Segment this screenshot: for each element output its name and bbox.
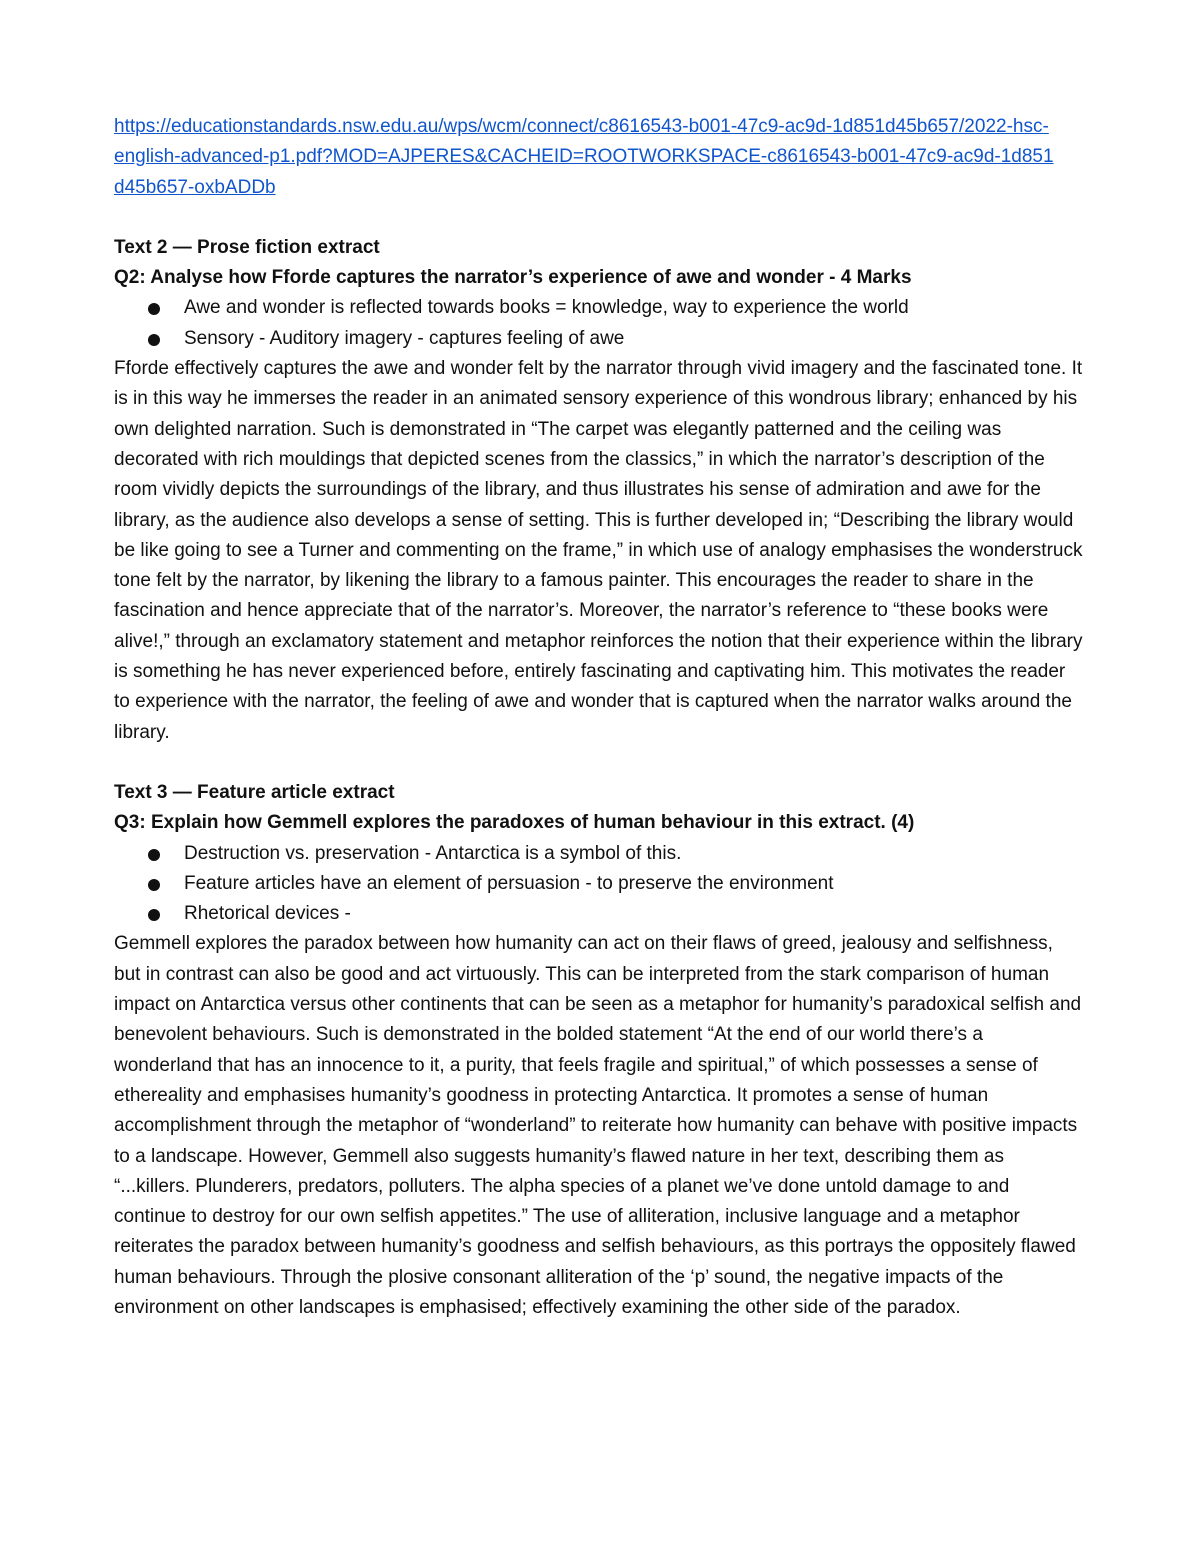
bullet-icon [148,334,160,346]
bullet-icon [148,909,160,921]
spacer [114,748,1084,778]
section-text-3 [114,778,1084,1323]
bullet-icon [148,879,160,891]
bullet-icon [148,849,160,861]
source-link[interactable]: https://educationstandards.nsw.edu.au/wps/wcm/connect/c8616543-b001-47c9-ac9d-1d851d45b657/2022-hsc-english-advanced-p1.pdf?MOD=AJPERES&CACHEID=ROOTWORKSPACE-c8616543-b001-47c9-ac9d-1d851d45b657-oxbADDb [114,116,1054,198]
list-item [114,899,1084,929]
section-text-2 [114,233,1084,748]
section-title: Text 2 — Prose fiction extract [114,236,380,258]
list-item [114,839,1084,869]
question-heading: Q2: Analyse how Fforde captures the narrator’s experience of awe and wonder - 4 Marks [114,267,912,289]
bullet-text: Sensory - Auditory imagery - captures feeling of awe [184,327,625,349]
spacer [114,203,1084,233]
list-item [114,293,1084,323]
list-item [114,324,1084,354]
section-title: Text 3 — Feature article extract [114,781,395,803]
bullet-icon [148,303,160,315]
question-heading: Q3: Explain how Gemmell explores the paradoxes of human behaviour in this extract. (4) [114,812,915,834]
bullet-text: Rhetorical devices - [184,903,351,925]
bullet-text: Awe and wonder is reflected towards books = knowledge, way to experience the world [184,297,909,319]
bullet-text: Feature articles have an element of persuasion - to preserve the environment [184,872,834,894]
document-page [114,112,1084,1323]
answer-paragraph: Fforde effectively captures the awe and wonder felt by the narrator through vivid imagery and the fascinated tone. It is in this way he immerses the reader in an animated sensory experience of this wondrous library; enhanced by his own delighted narration. Such is demonstrated in “The carpet was elegantly patterned and the ceiling was decorated with rich mouldings that depicted scenes from the classics,” in which the narrator’s description of the room vividly depicts the surroundings of the library, and thus illustrates his sense of admiration and awe for the library, as the audience also develops a sense of setting. This is further developed in; “Describing the library would be like going to see a Turner and commenting on the frame,” in which use of analogy emphasises the wonderstruck tone felt by the narrator, by likening the library to a famous painter. This encourages the reader to share in the fascination and hence appreciate that of the narrator’s. Moreover, the narrator’s reference to “these books were alive!,” through an exclamatory statement and metaphor reinforces the notion that their experience within the library is something he has never experienced before, entirely fascinating and captivating him. This motivates the reader to experience with the narrator, the feeling of awe and wonder that is captured when the narrator walks around the library. [114,358,1083,743]
answer-paragraph: Gemmell explores the paradox between how humanity can act on their flaws of greed, jealousy and selfishness, but in contrast can also be good and act virtuously. This can be interpreted from the stark comparison of human impact on Antarctica versus other continents that can be seen as a metaphor for humanity’s paradoxical selfish and benevolent behaviours. Such is demonstrated in the bolded statement “At the end of our world there’s a wonderland that has an innocence to it, a purity, that feels fragile and spiritual,” of which possesses a sense of ethereality and emphasises humanity’s goodness in protecting Antarctica. It promotes a sense of human accomplishment through the metaphor of “wonderland” to reiterate how humanity can behave with positive impacts to a landscape. However, Gemmell also suggests humanity’s flawed nature in her text, describing them as “...killers. Plunderers, predators, polluters. The alpha species of a planet we’ve done untold damage to and continue to destroy for our own selfish appetites.” The use of alliteration, inclusive language and a metaphor reiterates the paradox between humanity’s goodness and selfish behaviours, as this portrays the oppositely flawed human behaviours. Through the plosive consonant alliteration of the ‘p’ sound, the negative impacts of the environment on other landscapes is emphasised; effectively examining the other side of the paradox. [114,933,1082,1318]
list-item [114,869,1084,899]
bullet-list [114,839,1084,930]
bullet-text: Destruction vs. preservation - Antarctica is a symbol of this. [184,842,682,864]
bullet-list [114,293,1084,354]
